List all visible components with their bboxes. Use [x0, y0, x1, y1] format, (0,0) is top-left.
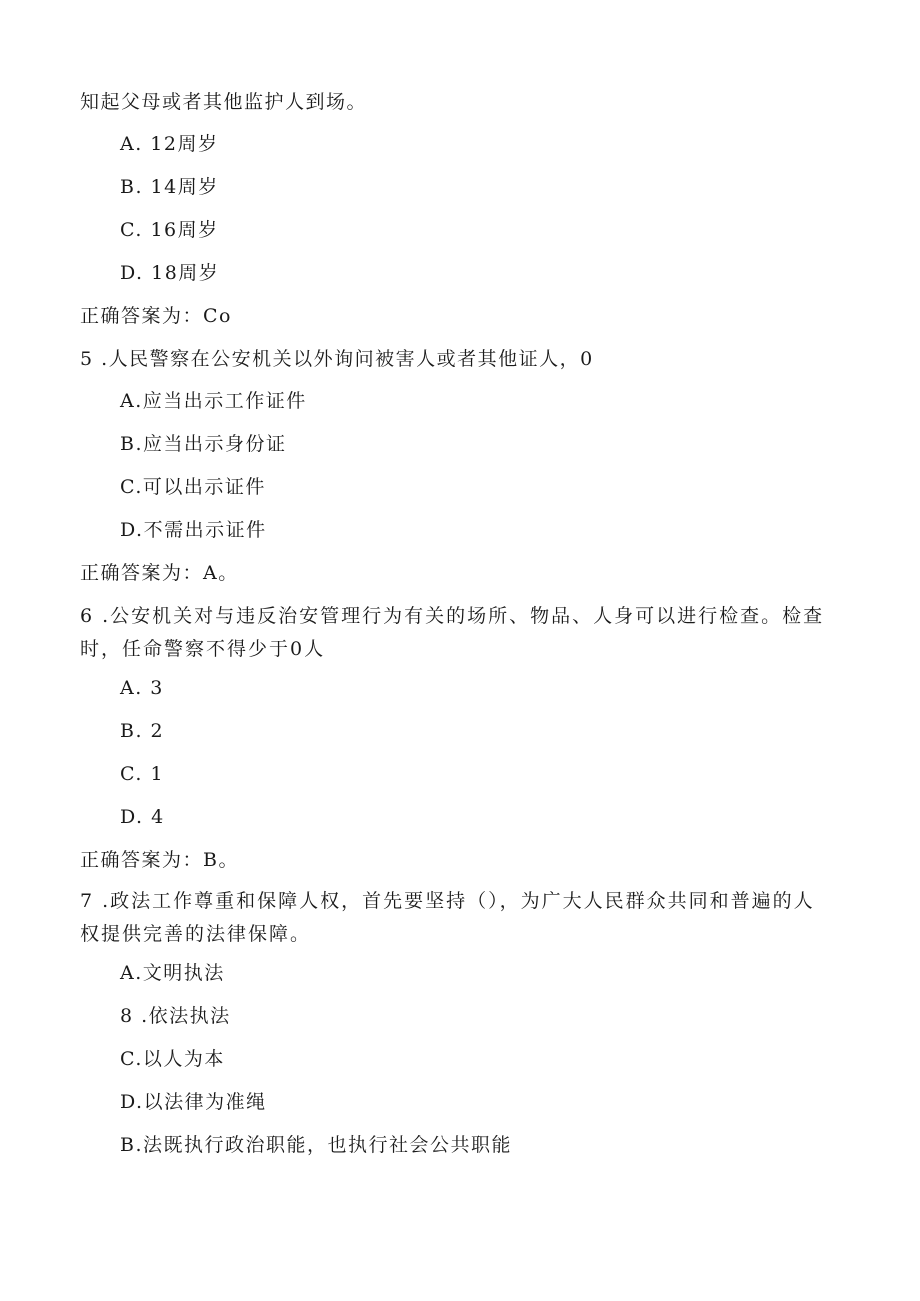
question-4-answer: 正确答案为：Co — [80, 305, 232, 327]
question-5-option-c: C.可以出示证件 — [120, 476, 266, 498]
question-6-option-c: C. 1 — [120, 763, 165, 785]
question-6-option-d: D. 4 — [120, 806, 165, 828]
question-5-option-b: B.应当出示身份证 — [120, 433, 287, 455]
question-4-option-a: A. 12周岁 — [120, 133, 219, 155]
question-7-option-c: C.以人为本 — [120, 1048, 225, 1070]
question-6-answer: 正确答案为：B。 — [80, 849, 239, 871]
question-5-stem: 5 .人民警察在公安机关以外询问被害人或者其他证人，0 — [80, 348, 594, 370]
question-4-tail: 知起父母或者其他监护人到场。 — [80, 91, 368, 113]
question-5-option-a: A.应当出示工作证件 — [120, 390, 307, 412]
question-6-option-b: B. 2 — [120, 720, 165, 742]
question-7-option-a: A.文明执法 — [120, 962, 225, 984]
question-6-option-a: A. 3 — [120, 677, 164, 699]
question-7-option-d: D.以法律为准绳 — [120, 1091, 267, 1113]
question-5-answer: 正确答案为：A。 — [80, 562, 239, 584]
question-6-stem: 6 .公安机关对与违反治安管理行为有关的场所、物品、人身可以进行检查。检查时，任命警察不得少于0人 — [80, 605, 825, 660]
question-7-option-b: 8 .依法执法 — [120, 1005, 231, 1027]
question-4-option-d: D. 18周岁 — [120, 262, 220, 284]
question-4-option-b: B. 14周岁 — [120, 176, 219, 198]
question-4-option-c: C. 16周岁 — [120, 219, 219, 241]
question-5-option-d: D.不需出示证件 — [120, 519, 267, 541]
question-7-stem: 7 .政法工作尊重和保障人权，首先要坚持（），为广大人民群众共同和普遍的人权提供完善的法律保障。 — [80, 890, 815, 945]
question-7-option-e: B.法既执行政治职能，也执行社会公共职能 — [120, 1134, 513, 1156]
